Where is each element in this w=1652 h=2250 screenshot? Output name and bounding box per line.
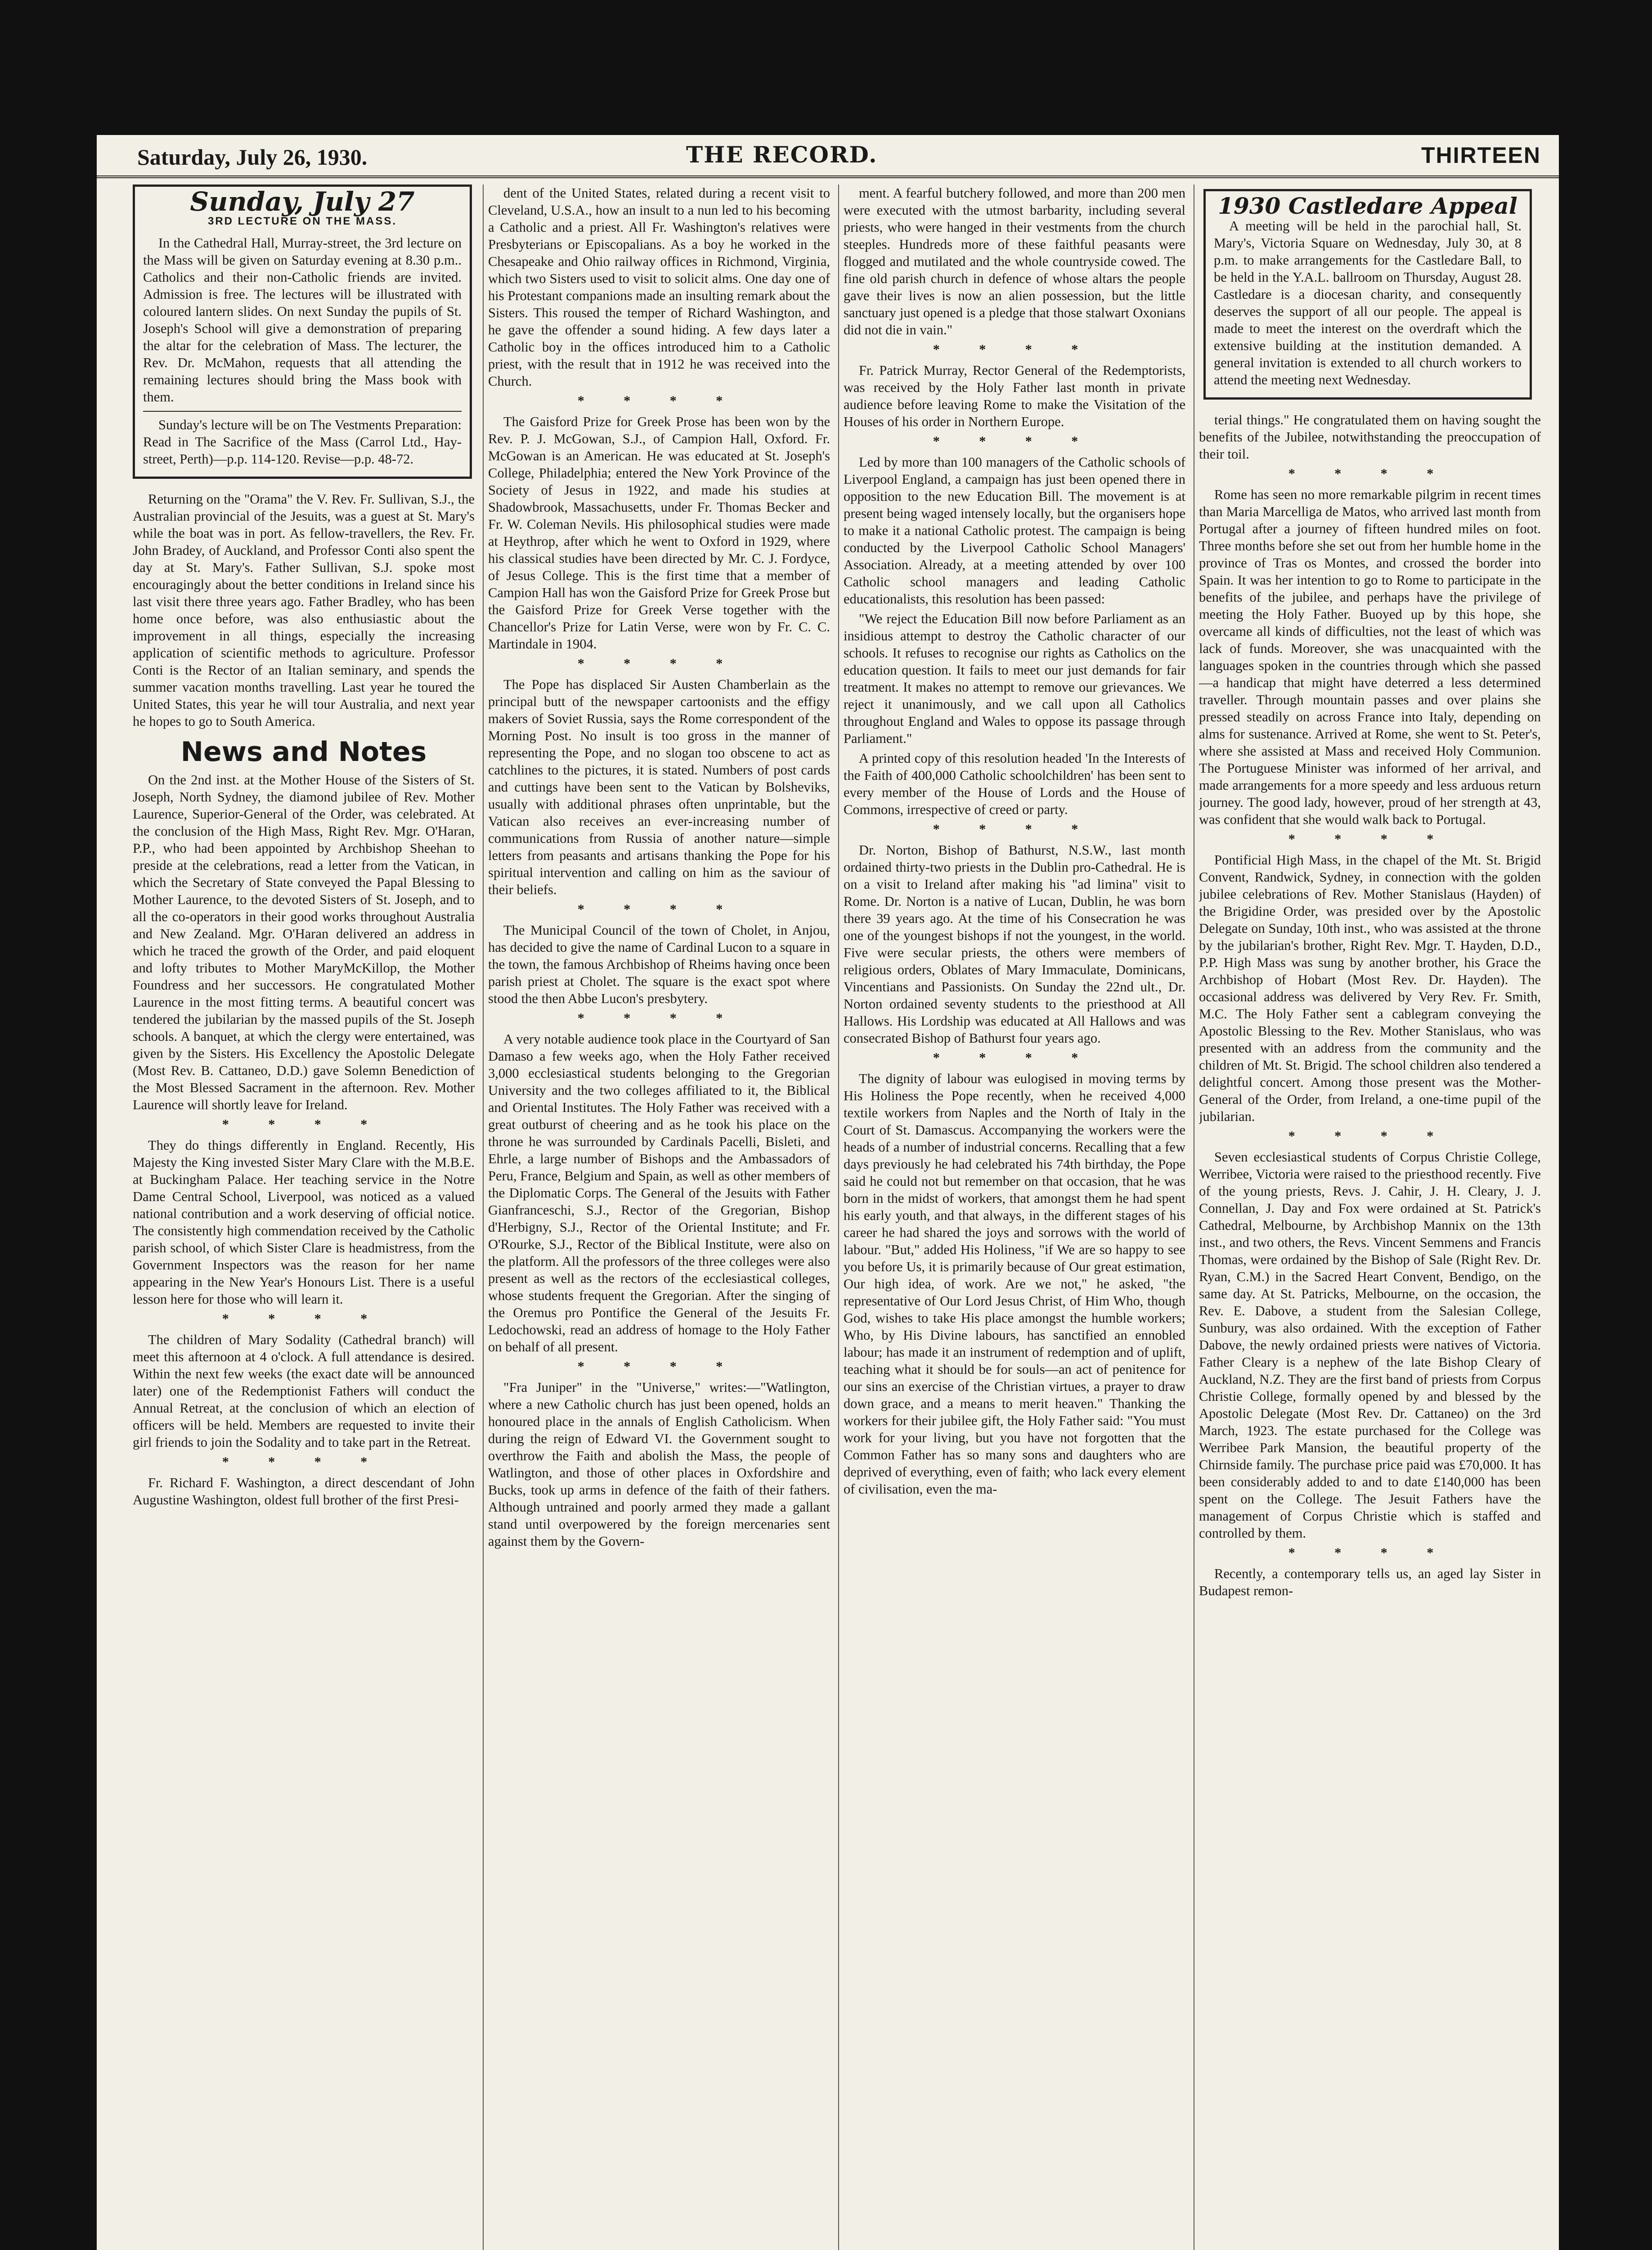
- castledare-appeal-title: 1930 Castledare Appeal: [1218, 193, 1517, 219]
- article-paragraph: "Fra Juniper" in the "Universe," writes:—"Watlington, where a new Catholic church has just been opened, holds an honoured place in the annals of English Catholicism. When during the reign of Edward VI. the Government sought to overthrow the Faith and abolish the Mass, the people of Watlington, and those of other places in Oxfordshire and Bucks, took up arms in defence of the faith of their fathers. Although untrained and poorly armed they made a gallant stand until overpowered by the foreign mercenaries sent against them by the Govern-: [488, 1380, 830, 1549]
- castledare-appeal-text: A meeting will be held in the parochial hall, St. Mary's, Victoria Square on Wednesday, July 30, at 8 p.m. to make arrangements for the Castledare Ball, to be held in the Y.A.L. ballroom on Thursday, August 28. Castledare is a diocesan charity, and consequently deserves the support of all our people. The appeal is made to meet the interest on the overdraft which the extensive building at the institution demanded. A general invitation is extended to all church workers to attend the meeting next Wednesday.: [1214, 218, 1522, 387]
- article-paragraph: Seven ecclesiastical students of Corpus Christie College, Werribee, Victoria were raised to the priesthood recently. Five of the young priests, Revs. J. Cahir, J. H. Cleary, J. J. Connellan, J. Day and Fox were ordained at St. Patrick's Cathedral, Melbourne, by Archbishop Mannix on the 13th inst., and two others, the Revs. Vincent Semmens and Francis Thomas, were ordained by the Bishop of Sale (Right Rev. Dr. Ryan, C.M.) in the Sacred Heart Convent, Bendigo, on the same day. At St. Patricks, Melbourne, on the occasion, the Rev. E. Dabove, a student from the Salesian College, Sunbury, was also ordained. With the exception of Father Dabove, the newly ordained priests were natives of Victoria. Father Cleary is a nephew of the late Bishop Cleary of Auckland, N.Z. They are the first band of priests from Corpus Christie College, formally opened by and blessed by the Apostolic Delegate (Most Rev. Dr. Cattaneo) on the 3rd March, 1923. The estate purchased for the College was Werribee Park Mansion, the beautiful property of the Chirnside family. The purchase price paid was £70,000. It has been considerably added to and to date £140,000 has been spent on the College. The Jesuit Fathers have the management of Corpus Christie which is staffed and controlled by them.: [1199, 1149, 1541, 1541]
- article-paragraph: They do things differently in England. Recently, His Majesty the King invested Sister Mary Clare with the M.B.E. at Buckingham Palace. Her teaching service in the Notre Dame Central School, Liverpool, was noticed as a valued national contribution and a work deserving of official notice. The consistently high commendation received by the Catholic parish school, of which Sister Clare is headmistress, from the Government Inspectors was the reason for her name appearing in the New Year's Honours List. There is a useful lesson here for those who will learn it.: [133, 1138, 475, 1307]
- news-and-notes-heading: News and Notes: [180, 736, 427, 768]
- lecture-notice-note: Sunday's lecture will be on The Vestments Preparation: Read in The Sacrifice of the Mass (Carrol Ltd., Hay-street, Perth)—p.p. 114-120. Revise—p.p. 48-72.: [143, 411, 462, 468]
- issue-date: Saturday, July 26, 1930.: [137, 144, 368, 170]
- masthead: [97, 135, 1559, 178]
- article-paragraph: Fr. Patrick Murray, Rector General of the Redemptorists, was received by the Holy Father last month in private audience before leaving Rome to make the Visitation of the Houses of his order in Northern Europe.: [844, 363, 1185, 429]
- article-paragraph: Dr. Norton, Bishop of Bathurst, N.S.W., last month ordained thirty-two priests in the Dublin pro-Cathedral. He is on a visit to Ireland after making his "ad limina" visit to Rome. Dr. Norton is a native of Lucan, Dublin, he was born there 39 years ago. At the time of his Consecration he was one of the youngest bishops if not the youngest, in the world. Five were secular priests, the others were members of religious orders, Oblates of Mary Immaculate, Dominicans, Vincentians and Passionists. On Sunday the 22nd ult., Dr. Norton ordained seventy students to the priesthood at All Hallows. His Lordship was educated at All Hallows and was consecrated Bishop of Bathurst four years ago.: [844, 842, 1185, 1046]
- article-paragraph: "We reject the Education Bill now before Parliament as an insidious attempt to destroy the Catholic character of our schools. It refuses to recognise our rights as Catholics on the education question. It fails to meet our just demands for fair treatment. It makes no attempt to remove our grievances. We reject it unanimously, and we call upon all Catholics throughout England and Wales to oppose its passage through Parliament.": [844, 611, 1185, 746]
- column-3: [844, 184, 1185, 2250]
- separator: * * * *: [933, 822, 1096, 837]
- article-paragraph: A printed copy of this resolution headed 'In the Interests of the Faith of 400,000 Catholic schoolchildren' has been sent to every member of the House of Lords and the House of Commons, irrespective of creed or party.: [844, 751, 1185, 817]
- lecture-notice-title: Sunday, July 27: [190, 186, 415, 217]
- castledare-appeal-box: [1203, 189, 1532, 400]
- article-paragraph: On the 2nd inst. at the Mother House of the Sisters of St. Joseph, North Sydney, the diamond jubilee of Rev. Mother Laurence, Superior-General of the Order, was celebrated. At the conclusion of the High Mass, Right Rev. Mgr. O'Haran, P.P., who had been appointed by Archbishop Sheehan to preside at the celebrations, read a letter from the Vatican, in which the Secretary of State conveyed the Papal Blessing to Mother Laurence, to the devoted Sisters of St. Joseph, and to all the co-operators in their good works throughout Australia and New Zealand. Mgr. O'Haran delivered an address in which he traced the growth of the Order, and paid eloquent and lofty tributes to Mother MaryMcKillop, the Mother Foundress and her successors. He congratulated Mother Laurence in the most fitting terms. A beautiful concert was tendered the jubilarian by the massed pupils of the St. Joseph schools. A banquet, at which the clergy were entertained, was given by the Sisters. His Excellency the Apostolic Delegate (Most Rev. B. Cattaneo, D.D.) gave Solemn Benediction of the Most Blessed Sacrament in the afternoon. Rev. Mother Laurence will shortly leave for Ireland.: [133, 772, 475, 1112]
- column-4: [1199, 184, 1541, 2250]
- separator: * * * *: [222, 1311, 386, 1326]
- column-rule: [483, 184, 484, 2250]
- lecture-notice-subtitle: 3RD LECTURE ON THE MASS.: [207, 215, 397, 227]
- separator: * * * *: [222, 1117, 386, 1132]
- article-paragraph: The Gaisford Prize for Greek Prose has been won by the Rev. P. J. McGowan, S.J., of Campion Hall, Oxford. Fr. McGowan is an American. He was educated at St. Joseph's College, Philadelphia; entered the New York Province of the Society of Jesus in 1922, and made his studies at Shadowbrook, Massachusetts, under Fr. Thomas Becker and Fr. W. Coleman Nevils. His philosophical studies were made at Heythrop, after which he went to Oxford in 1929, where his classical studies have been directed by Mr. C. J. Fordyce, of Jesus College. This is the first time that a member of Campion Hall has won the Gaisford Prize for Greek Prose but the Gaisford Prize for Greek Verse together with the Chancellor's Prize for Latin Verse, were won by Fr. C. C. Martindale in 1904.: [488, 414, 830, 652]
- article-paragraph: The Pope has displaced Sir Austen Chamberlain as the principal butt of the newspaper cartoonists and the effigy makers of Soviet Russia, says the Rome correspondent of the Morning Post. No insult is too gross in the manner of representing the Pope, and no slogan too obscene to act as catchlines to the pictures, it is stated. Numbers of post cards and cuttings have been sent to the Vatican by Bolsheviks, usually with additional phrases often unprintable, but the Vatican also receives an ever-increasing number of communications from Russia of another nature—simple letters from peasants and artisans thanking the Pope for his spiritual intervention and calling on him as the saviour of their beliefs.: [488, 677, 830, 897]
- article-paragraph: The children of Mary Sodality (Cathedral branch) will meet this afternoon at 4 o'clock. A full attendance is desired. Within the next few weeks (the exact date will be announced later) one of the Redemptionist Fathers will conduct the Annual Retreat, at the conclusion of which an election of officers will be held. Members are requested to invite their girl friends to join the Sodality and to take part in the Retreat.: [133, 1332, 475, 1450]
- article-paragraph: Rome has seen no more remarkable pilgrim in recent times than Maria Marcelliga de Matos, who arrived last month from Portugal after a journey of fifteen hundred miles on foot. Three months before she set out from her humble home in the province of Tras os Montes, and crossed the border into Spain. It was her intention to go to Rome to participate in the benefits of the jubilee, and perhaps have the privilege of meeting the Holy Father. Buoyed up by this hope, she overcame all kinds of difficulties, not the least of which was lack of funds. Moreover, she was unacquainted with the languages spoken in the countries through which she passed—a handicap that might have deterred a less determined traveller. Through mountain passes and over plains she pressed steadily on across France into Italy, depending on alms for sustenance. Arrived at Rome, she went to St. Peter's, where she assisted at Mass and received Holy Communion. The Portuguese Minister was informed of her arrival, and made arrangements for a more speedy and less arduous return journey. The good lady, however, proud of her strength at 43, was confident that she would walk back to Portugal.: [1199, 487, 1541, 827]
- separator: * * * *: [933, 1050, 1096, 1065]
- separator: * * * *: [577, 393, 741, 408]
- separator: * * * *: [577, 656, 741, 671]
- article-paragraph: The Municipal Council of the town of Cholet, in Anjou, has decided to give the name of Cardinal Lucon to a square in the town, the famous Archbishop of Rheims having once been parish priest at Cholet. The square is the exact spot where stood the then Abbe Lucon's presbytery.: [488, 922, 830, 1006]
- separator: * * * *: [1288, 1545, 1452, 1560]
- column-rule: [838, 184, 839, 2250]
- article-paragraph: Fr. Richard F. Washington, a direct descendant of John Augustine Washington, oldest full brother of the first Presi-: [133, 1475, 475, 1508]
- article-paragraph: ment. A fearful butchery followed, and more than 200 men were executed with the utmost barbarity, including several priests, who were hanged in their vestments from the church steeples. Hundreds more of these faithful peasants were flogged and mutilated and the whole countryside cowed. The fine old parish church in defence of whose altars the people gave their lives is now an alien possession, but the little sanctuary just opened is a pledge that those stalwart Oxonians did not die in vain.": [844, 185, 1185, 338]
- separator: * * * *: [933, 434, 1096, 449]
- separator: * * * *: [577, 1011, 741, 1026]
- separator: * * * *: [933, 342, 1096, 357]
- article-paragraph: Recently, a contemporary tells us, an aged lay Sister in Budapest remon-: [1199, 1566, 1541, 1598]
- article-paragraph: A very notable audience took place in the Courtyard of San Damaso a few weeks ago, when the Holy Father received 3,000 ecclesiastical students belonging to the Gregorian University and the two colleges affiliated to it, the Biblical and Oriental Institutes. The Holy Father was received with a great outburst of cheering and as he took his place on the throne he was surrounded by Cardinals Pacelli, Bisleti, and Ehrle, a large number of Bishops and the Ambassadors of Peru, France, Belgium and Spain, as well as other members of the Diplomatic Corps. The General of the Jesuits with Father Gianfranceschi, S.J., Rector of the Gregorian, Bishop d'Herbigny, S.J., Rector of the Oriental Institute; and Fr. O'Rourke, S.J., Rector of the Biblical Institute, were also on the platform. All the professors of the three colleges were also present as well as the rectors of the ecclesiastical colleges, whose students frequent the Gregorian. After the singing of the Oremus pro Pontifice the General of the Jesuits Fr. Ledochowski, read an address of homage to the Holy Father on behalf of all present.: [488, 1031, 830, 1354]
- separator: * * * *: [222, 1454, 386, 1469]
- page-number: THIRTEEN: [1421, 143, 1541, 168]
- separator: * * * *: [1288, 832, 1452, 846]
- article-paragraph: Led by more than 100 managers of the Catholic schools of Liverpool England, a campaign has just been opened there in opposition to the new Education Bill. The movement is at present being waged intensely locally, but the organisers hope to make it a national Catholic protest. The campaign is being conducted by the Liverpool Catholic School Managers' Association. Already, at a meeting attended by over 100 Catholic school managers and leading Catholic educationalists, this resolution has been passed:: [844, 454, 1185, 607]
- lecture-notice-box: [133, 184, 472, 479]
- article-paragraph: dent of the United States, related during a recent visit to Cleveland, U.S.A., how an insult to a nun led to his becoming a Catholic and a priest. All Fr. Washington's relatives were Presbyterians or Episcopalians. As a boy he worked in the Chesapeake and Ohio railway offices in Richmond, Virginia, which two Sisters used to visit to solicit alms. One day one of his Protestant companions made an insulting remark about the Sisters. This roused the temper of Richard Washington, and he gave the offender a sound hiding. A few days later a Catholic boy in the offices introduced him to a Catholic priest, with the result that in 1912 he was received into the Church.: [488, 185, 830, 389]
- separator: * * * *: [577, 902, 741, 917]
- article-paragraph: terial things." He congratulated them on having sought the benefits of the Jubilee, notwithstanding the preoccupation of their toil.: [1199, 412, 1541, 462]
- lecture-notice-text: In the Cathedral Hall, Murray-street, the 3rd lecture on the Mass will be given on Saturday evening at 8.30 p.m.. Catholics and their non-Catholic friends are invited. Admission is free. The lectures will be illustrated with coloured lantern slides. On next Sunday the pupils of St. Joseph's School will give a demonstration of preparing the altar for the celebration of Mass. The lecturer, the Rev. Dr. McMahon, requests that all attending the remaining lectures should bring the Mass book with them.: [143, 235, 462, 405]
- separator: * * * *: [1288, 466, 1452, 481]
- article-paragraph: Pontificial High Mass, in the chapel of the Mt. St. Brigid Convent, Randwick, Sydney, in connection with the golden jubilee celebrations of Rev. Mother Stanislaus (Hayden) of the Brigidine Order, was presided over by the Apostolic Delegate on Sunday, 10th inst., who was assisted at the throne by the jubilarian's brother, Right Rev. Mgr. T. Hayden, D.D., P.P. High Mass was sung by another brother, his Grace the Archbishop of Hobart (Most Rev. Dr. Hayden). The occasional address was delivered by Very Rev. Fr. Smith, M.C. The Holy Father sent a cablegram conveying the Apostolic Blessing to the Rev. Mother Stanislaus, who was presented with an address from the community and the children of Mt. St. Brigid. The school children also tendered a delightful concert. Among those present was the Mother-General of the Order, from Ireland, a one-time pupil of the jubilarian.: [1199, 852, 1541, 1124]
- article-paragraph: The dignity of labour was eulogised in moving terms by His Holiness the Pope recently, when he received 4,000 textile workers from Naples and the North of Italy in the Court of St. Damascus. Accompanying the workers were the heads of a number of industrial concerns. Recalling that a few days previously he had celebrated his 74th birthday, the Pope said he could not but remember on that occasion, that he was born in the midst of workers, that amongst them he had spent his early youth, and that always, in the different stages of his career he had shared the joys and sorrows with the world of labour. "But," added His Holiness, "if We are so happy to see you before Us, it is primarily because of Our great estimation, Our high idea, of work. Are we not," he asked, "the representative of Our Lord Jesus Christ, of Him Who, though God, wishes to take His place amongst the humble workers; Who, by His Divine labours, has sanctified an ennobled labour; has made it an instrument of redemption and of uplift, teaching what it should be for souls—an act of penitence for our sins an exercise of the Christian virtues, a prayer to draw down grace, and a means to merit heaven." Thanking the workers for their jubilee gift, the Holy Father said: "You must work for your living, but you have not forgotten that the Common Father has so many sons and daughters who are deprived of everything, even of faith; who lack every element of civilisation, even the ma-: [844, 1071, 1185, 1497]
- column-1: [133, 184, 475, 2250]
- article-paragraph: Returning on the "Orama" the V. Rev. Fr. Sullivan, S.J., the Australian provincial of the Jesuits, was a guest at St. Mary's while the boat was in port. As fellow-travellers, the Rev. Fr. John Bradey, of Auckland, and Professor Conti also spent the day at St. Mary's. Father Sullivan, S.J. spoke most encouragingly about the better conditions in Ireland since his last visit there three years ago. Father Bradley, who has been home once before, was also enthusiastic about the improvement in all things, especially the increasing application of scientific methods to agriculture. Professor Conti is the Rector of an Italian seminary, and spends the summer vacation months travelling. Last year he toured the United States, this year he will tour Australia, and next year he hopes to go to South America.: [133, 491, 475, 729]
- separator: * * * *: [577, 1359, 741, 1374]
- newspaper-page: [97, 135, 1559, 2250]
- newspaper-title: THE RECORD.: [686, 141, 878, 168]
- separator: * * * *: [1288, 1129, 1452, 1143]
- column-2: [488, 184, 830, 2250]
